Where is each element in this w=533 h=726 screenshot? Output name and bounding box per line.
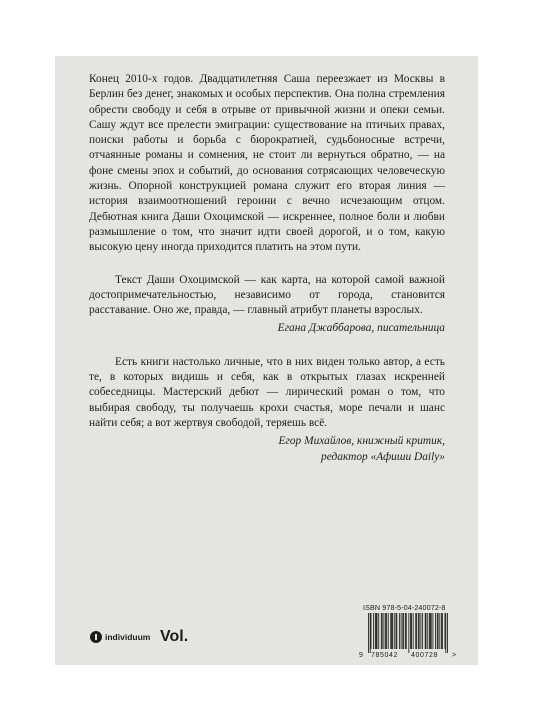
barcode-bar [445, 613, 446, 649]
barcode-bar [396, 613, 397, 649]
blurb-paragraph: Конец 2010-х годов. Двадцатилетняя Саша переезжает из Москвы в Берлин без денег, знакомых и особых перспектив. Она полна стремления обрести свободу и себя в отрыве от привычной жизни и опеки семьи. Сашу ждут все прелести эмиграции: существование на птичьих правах, поиски работы и борьба с бюрократией, судьбоносные встречи, отчаянные романы и сомнения, не стоит ли вернуться обратно, — на фоне смены эпох и событий, до основания сотрясающих человеческую жизнь. Опорной конструкцией романа служит его вторая линия — история взаимоотношений героини с вечно исчезающим отцом. Дебютная книга Даши Охоцимской — искреннее, полное боли и любви размышление о том, что значит идти своей дорогой, и о том, какую высокую цену иногда приходится платить на этом пути. [89, 73, 445, 254]
barcode-bar [435, 613, 436, 649]
barcode-bar [420, 613, 421, 649]
quote-1-text: Текст Даши Охоцимской — как карта, на которой самой важной достопримечательностью, независимо от города, становится расставание. Оно же, правда, — главный атрибут планеты взрослых. [89, 273, 445, 317]
barcode-bar [405, 613, 406, 649]
barcode-bar [419, 613, 420, 649]
barcode-bar [376, 613, 377, 649]
barcode-bar [391, 613, 392, 649]
barcode-bar [439, 613, 440, 649]
barcode-bars [368, 613, 448, 653]
barcode-bar [433, 613, 434, 649]
quote-1-author: Егана Джаббарова, писательница [277, 322, 445, 335]
isbn-barcode [358, 613, 458, 659]
barcode-bar [378, 613, 379, 649]
barcode-bar [403, 613, 404, 649]
barcode-bar [399, 613, 400, 649]
barcode-bar [382, 613, 383, 649]
barcode-bar [413, 613, 414, 649]
barcode-bar [394, 613, 395, 649]
barcode-bar [437, 613, 438, 649]
barcode-bar [429, 613, 430, 649]
barcode-bar [415, 613, 416, 649]
quote-2-author-line-2: редактор «Афиши Daily» [321, 450, 445, 463]
barcode-bar [416, 613, 417, 649]
barcode-bar [377, 613, 378, 649]
barcode-bar [375, 613, 376, 649]
barcode-bar [370, 613, 371, 653]
barcode-bar [406, 613, 407, 649]
individuum-logo [90, 631, 150, 643]
vol-logo: Vol. [160, 628, 189, 645]
barcode-bar [422, 613, 423, 649]
barcode-bar [445, 613, 446, 653]
barcode-bar [442, 613, 443, 649]
barcode-bar [441, 613, 442, 649]
barcode-bar [383, 613, 384, 649]
barcode-bar [418, 613, 419, 649]
individuum-mark-icon [90, 631, 102, 643]
barcode-bar [430, 613, 431, 649]
barcode-lead-digit: 9 [359, 652, 363, 659]
barcode-bar [408, 613, 409, 653]
barcode-bar [401, 613, 402, 649]
individuum-wordmark: individuum [105, 632, 151, 642]
barcode-bar [371, 613, 372, 649]
barcode-bar [447, 613, 448, 653]
barcode-bar [381, 613, 382, 649]
barcode-bar [426, 613, 427, 649]
isbn-number: ISBN 978-5-04-240072-8 [363, 603, 446, 612]
barcode-bar [402, 613, 403, 649]
barcode-bar [396, 613, 397, 649]
barcode-bar [373, 613, 374, 649]
cover-text [89, 72, 445, 465]
barcode-bar [392, 613, 393, 649]
barcode-bar [386, 613, 387, 649]
barcode-bar [385, 613, 386, 649]
barcode-right-digits: 400728 [411, 652, 438, 659]
barcode-bar [411, 613, 412, 649]
barcode-bar [368, 613, 369, 653]
barcode-bar [438, 613, 439, 649]
barcode-bar [431, 613, 432, 649]
barcode-bar [427, 613, 428, 649]
barcode-bar [388, 613, 389, 649]
quote-2-text: Есть книги настолько личные, что в них виден только автор, а есть те, в которых видишь и себя, как в открытых глазах искренней собеседницы. Мастерский дебют — лирический роман о том, что выбирая свободу, ты получаешь крохи счастья, море печали и шанс найти себя; а вот жертвуя свободой, теряешь всё. [89, 355, 445, 429]
barcode-left-digits: 785042 [371, 652, 398, 659]
barcode-bar [425, 613, 426, 649]
barcode-tail-mark: > [452, 652, 457, 659]
barcode-bar [410, 613, 411, 649]
barcode-bar [390, 613, 391, 649]
quote-2-author-line-1: Егор Михайлов, книжный критик, [278, 435, 445, 448]
